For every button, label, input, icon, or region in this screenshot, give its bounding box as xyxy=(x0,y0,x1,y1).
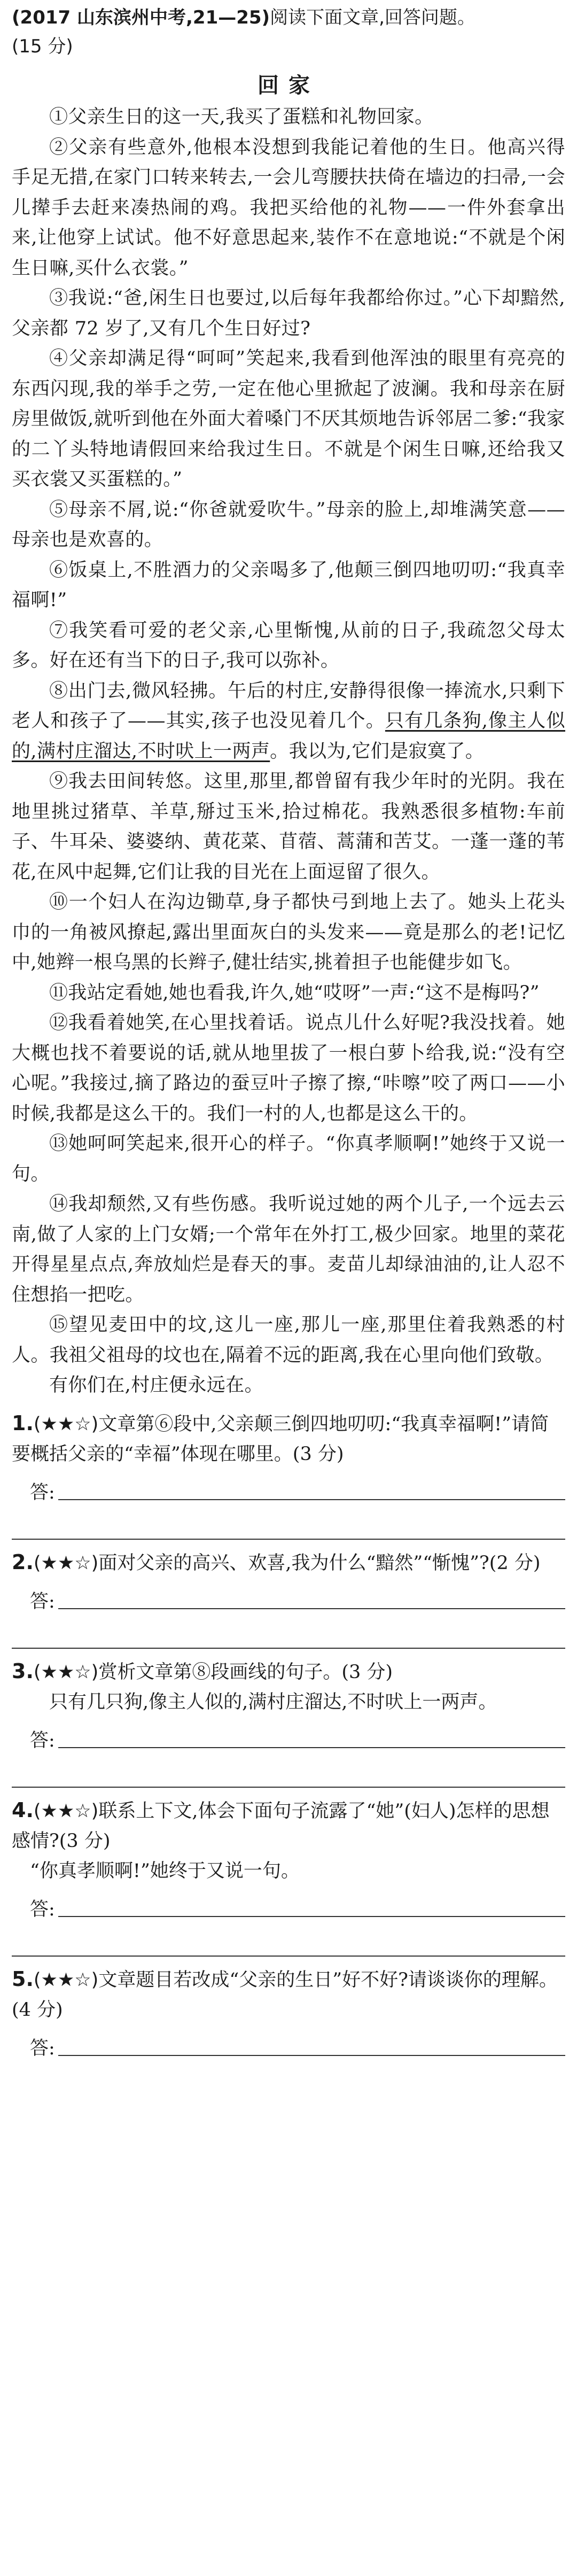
question-prompt xyxy=(12,1547,565,1578)
question-2 xyxy=(12,1547,565,1649)
answer-label: 答: xyxy=(30,1729,55,1751)
question-5 xyxy=(12,1964,565,2060)
answer-line[interactable] xyxy=(30,1469,565,1504)
paragraph: ①父亲生日的这一天,我买了蛋糕和礼物回家。 xyxy=(49,106,434,128)
paragraph: 有你们在,村庄便永远在。 xyxy=(49,1375,263,1396)
question-3 xyxy=(12,1656,565,1788)
difficulty-stars: (★★☆) xyxy=(33,1413,99,1435)
answer-blank-line[interactable] xyxy=(12,1613,565,1649)
paragraph: ⑭我却颓然,又有些伤感。我听说过她的两个儿子,一个远去云南,做了人家的上门女婿;一个常年在外打工,极少回家。地里的菜花开得星星点点,奔放灿烂是春天的事。麦苗儿却绿油油的,让人忍不住想掐一把吃。 xyxy=(12,1193,565,1306)
quoted-sentence: “你真孝顺啊!”她终于又说一句。 xyxy=(30,1860,300,1882)
question-text: 文章第⑥段中,父亲颠三倒四地叨叨:“我真幸福啊!”请简要概括父亲的“幸福”体现在哪里。(3 分) xyxy=(12,1413,549,1465)
paragraph: ⑩一个妇人在沟边锄草,身子都快弓到地上去了。她头上花头巾的一角被风撩起,露出里面灰白的头发来——竟是那么的老!记忆中,她辫一根乌黑的长辫子,健壮结实,挑着担子也能健步如飞。 xyxy=(12,891,565,973)
difficulty-stars: (★★☆) xyxy=(33,1969,99,1991)
answer-line[interactable] xyxy=(30,1886,565,1921)
question-number: 2. xyxy=(12,1550,34,1574)
question-prompt xyxy=(12,1964,565,2025)
paragraph: ⑫我看着她笑,在心里找着话。说点儿什么好呢?我没找着。她大概也找不着要说的话,就从地里拔了一根白萝卜给我,说:“没有空心呢。”我接过,摘了路边的蚕豆叶子擦了擦,“咔嚓”咬了两口——小时候,我都是这么干的。我们一村的人,也都是这么干的。 xyxy=(12,1012,565,1124)
answer-line[interactable] xyxy=(30,1717,565,1752)
answer-label: 答: xyxy=(30,1898,55,1920)
quoted-sentence: 只有几只狗,像主人似的,满村庄溜达,不时吠上一两声。 xyxy=(49,1691,497,1713)
answer-line[interactable] xyxy=(30,2025,565,2060)
paragraph: ⑨我去田间转悠。这里,那里,都曾留有我少年时的光阴。我在地里挑过猪草、羊草,掰过玉米,拾过棉花。我熟悉很多植物:车前子、牛耳朵、婆婆纳、黄花菜、苜蓿、蒿蒲和苦艾。一蓬一蓬的苇花,在风中起舞,它们让我的目光在上面逗留了很久。 xyxy=(12,771,565,883)
question-number: 1. xyxy=(12,1411,34,1435)
answer-line[interactable] xyxy=(30,1578,565,1613)
question-text: 文章题目若改成“父亲的生日”好不好?请谈谈你的理解。(4 分) xyxy=(12,1969,558,2021)
answer-label: 答: xyxy=(30,2037,55,2059)
answer-blank-line[interactable] xyxy=(12,1752,565,1788)
question-number: 3. xyxy=(12,1659,34,1683)
underlined-sentence: 只有几条狗,像主人似的,满村庄溜达,不时吠上一两声 xyxy=(12,710,565,762)
paragraph-8-text: ⑧出门去,微风轻拂。午后的村庄,安静得很像一捧流水,只剩下老人和孩子了——其实,孩子也没见着几个。 xyxy=(12,680,565,732)
question-prompt xyxy=(12,1795,565,1856)
question-text: 赏析文章第⑧段画线的句子。(3 分) xyxy=(98,1661,393,1683)
source-label: (2017 山东滨州中考,21—25) xyxy=(12,7,270,28)
question-prompt xyxy=(12,1656,565,1687)
answer-label: 答: xyxy=(30,1481,55,1503)
difficulty-stars: (★★☆) xyxy=(33,1800,99,1822)
instruction-text: 阅读下面文章,回答问题。 xyxy=(270,7,475,28)
score-text: (15 分) xyxy=(12,36,73,57)
difficulty-stars: (★★☆) xyxy=(33,1552,99,1574)
article-body xyxy=(12,102,565,1401)
paragraph: ⑮望见麦田中的坟,这儿一座,那儿一座,那里住着我熟悉的村人。我祖父祖母的坟也在,隔着不远的距离,我在心里向他们致敬。 xyxy=(12,1314,565,1366)
answer-rule xyxy=(58,2055,565,2056)
paragraph: ③我说:“爸,闲生日也要过,以后每年我都给你过。”心下却黯然,父亲都 72 岁了,又有几个生日好过? xyxy=(12,288,565,339)
paragraph: ⑬她呵呵笑起来,很开心的样子。“你真孝顺啊!”她终于又说一句。 xyxy=(12,1133,565,1185)
paragraph: ②父亲有些意外,他根本没想到我能记着他的生日。他高兴得手足无措,在家门口转来转去,一会儿弯腰扶扶倚在墙边的扫帚,一会儿撵手去赶来凑热闹的鸡。我把买给他的礼物——一件外套拿出来,让他穿上试试。他不好意思起来,装作不在意地说:“不就是个闲生日嘛,买什么衣裳。” xyxy=(12,136,565,279)
paragraph: ④父亲却满足得“呵呵”笑起来,我看到他浑浊的眼里有亮亮的东西闪现,我的举手之劳,一定在他心里掀起了波澜。我和母亲在厨房里做饭,就听到他在外面大着嗓门不厌其烦地告诉邻居二爹:“我家的二丫头特地请假回来给我过生日。不就是个闲生日嘛,还给我又买衣裳又买蛋糕的。” xyxy=(12,348,565,490)
answer-rule xyxy=(58,1499,565,1500)
paragraph: ⑤母亲不屑,说:“你爸就爱吹牛。”母亲的脸上,却堆满笑意——母亲也是欢喜的。 xyxy=(12,499,565,550)
answer-blank-line[interactable] xyxy=(12,1921,565,1957)
question-number: 5. xyxy=(12,1967,34,1991)
paragraph-8 xyxy=(12,676,565,767)
difficulty-stars: (★★☆) xyxy=(33,1661,99,1683)
question-text: 面对父亲的高兴、欢喜,我为什么“黯然”“惭愧”?(2 分) xyxy=(98,1552,541,1574)
question-1 xyxy=(12,1408,565,1540)
paragraph: ⑦我笑看可爱的老父亲,心里惭愧,从前的日子,我疏忽父母太多。好在还有当下的日子,我可以弥补。 xyxy=(12,619,565,671)
answer-rule xyxy=(58,1608,565,1609)
answer-rule xyxy=(58,1747,565,1748)
question-text: 联系上下文,体会下面句子流露了“她”(妇人)怎样的思想感情?(3 分) xyxy=(12,1800,550,1852)
answer-blank-line[interactable] xyxy=(12,1504,565,1540)
paragraph: ⑪我站定看她,她也看我,许久,她“哎呀”一声:“这不是梅吗?” xyxy=(49,982,540,1004)
question-prompt xyxy=(12,1408,565,1469)
question-4 xyxy=(12,1795,565,1957)
paragraph: ⑥饭桌上,不胜酒力的父亲喝多了,他颠三倒四地叨叨:“我真幸福啊!” xyxy=(12,559,565,611)
passage-header xyxy=(12,3,565,61)
question-number: 4. xyxy=(12,1798,34,1822)
answer-rule xyxy=(58,1916,565,1917)
answer-label: 答: xyxy=(30,1590,55,1612)
paragraph-8-tail: 。我以为,它们是寂寞了。 xyxy=(270,740,485,762)
article-title: 回家 xyxy=(258,73,319,98)
